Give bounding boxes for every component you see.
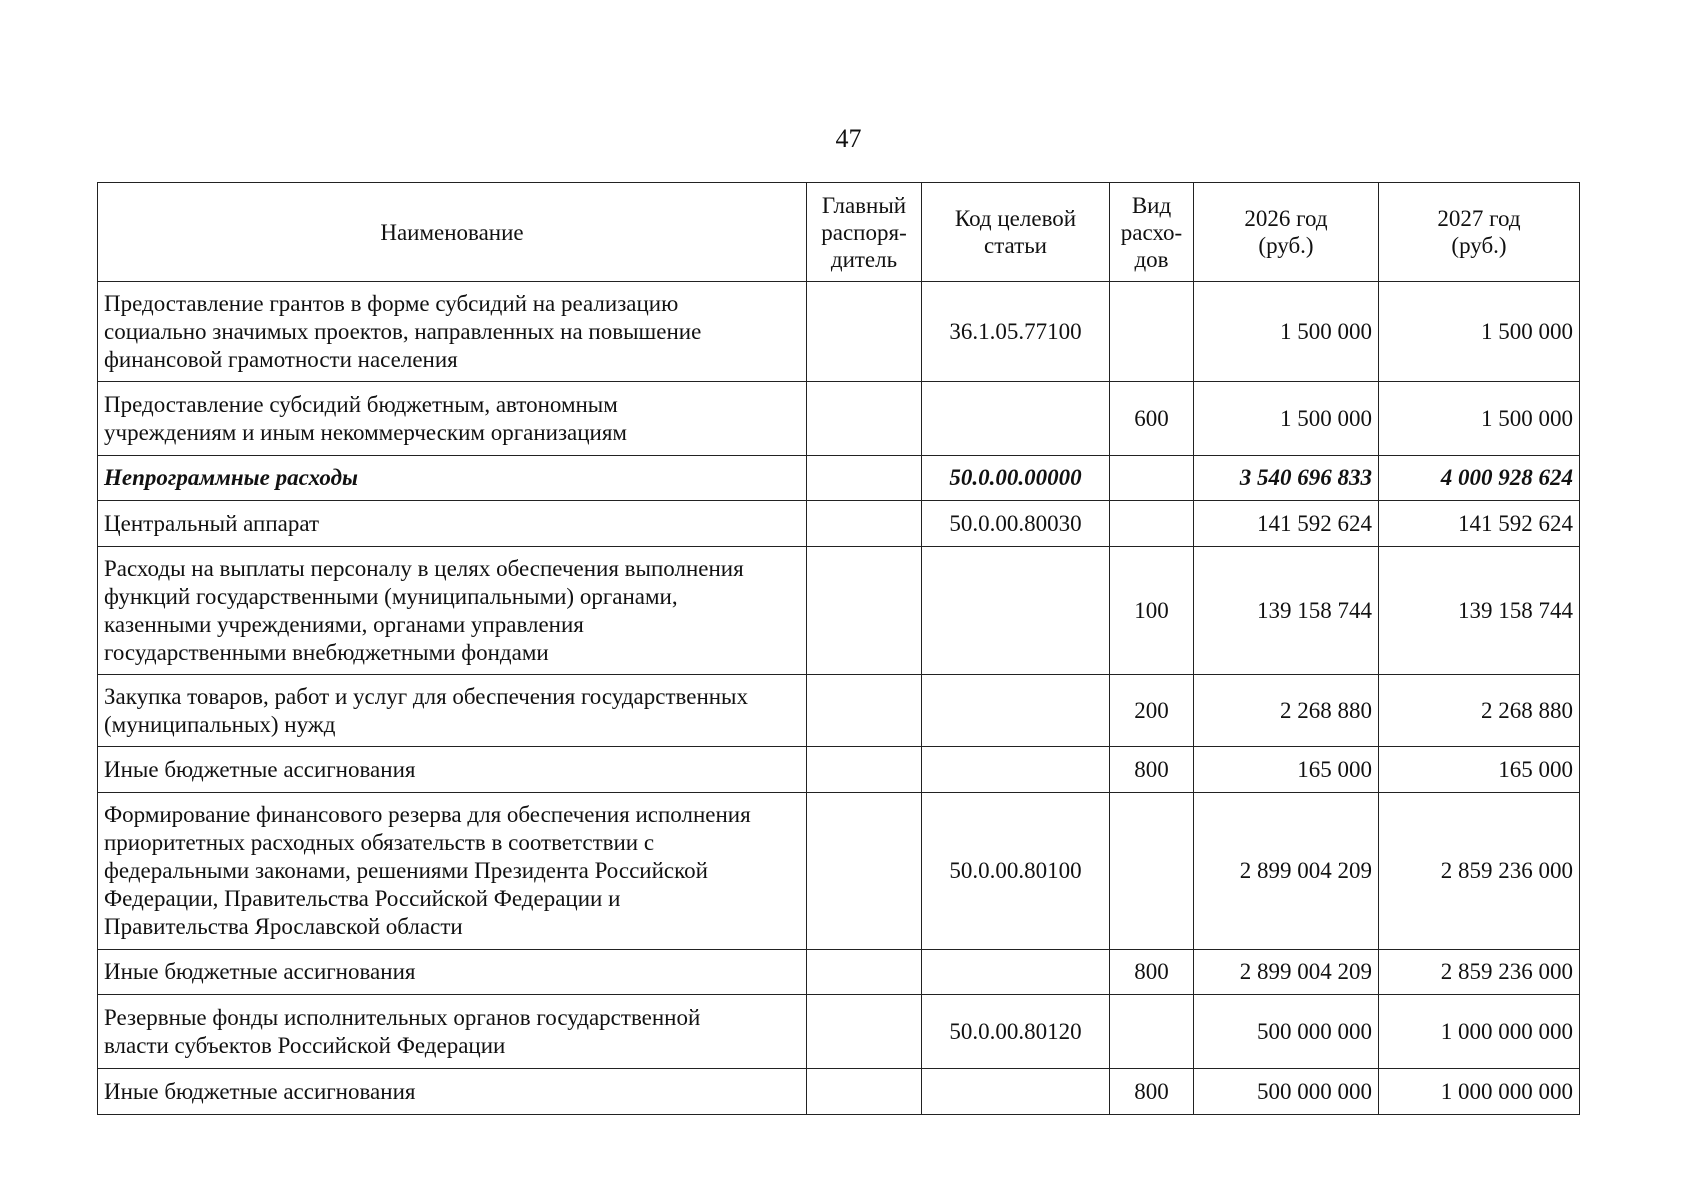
- row-2027: 1 500 000: [1379, 382, 1580, 456]
- row-type: 800: [1110, 747, 1194, 793]
- row-type: 800: [1110, 1069, 1194, 1115]
- row-name: Иные бюджетные ассигнования: [98, 950, 807, 995]
- row-manager: [807, 382, 922, 456]
- table-row: [98, 950, 1580, 995]
- row-type: 600: [1110, 382, 1194, 456]
- row-type: [1110, 501, 1194, 547]
- page-number: 47: [835, 124, 862, 153]
- row-name: Иные бюджетные ассигнования: [98, 1069, 807, 1115]
- row-name: Иные бюджетные ассигнования: [98, 747, 807, 793]
- row-manager: [807, 675, 922, 747]
- row-type: [1110, 793, 1194, 950]
- table-row: [98, 501, 1580, 547]
- row-code: [922, 382, 1110, 456]
- row-name: Центральный аппарат: [98, 501, 807, 547]
- row-manager: [807, 1069, 922, 1115]
- row-name: Непрограммные расходы: [98, 456, 807, 501]
- row-name: Резервные фонды исполнительных органов государственной власти субъектов Российской Федерации: [98, 995, 807, 1069]
- table-row: [98, 547, 1580, 675]
- row-2026: 141 592 624: [1194, 501, 1379, 547]
- table-row-section: [98, 456, 1580, 501]
- row-code: [922, 547, 1110, 675]
- row-code: 50.0.00.00000: [922, 456, 1110, 501]
- row-code: 50.0.00.80120: [922, 995, 1110, 1069]
- header-manager: Главный распоря- дитель: [807, 183, 922, 282]
- row-code: 50.0.00.80030: [922, 501, 1110, 547]
- row-manager: [807, 547, 922, 675]
- row-2027: 1 500 000: [1379, 282, 1580, 382]
- budget-table: [97, 182, 1580, 1115]
- row-2027: 4 000 928 624: [1379, 456, 1580, 501]
- row-code: [922, 1069, 1110, 1115]
- row-manager: [807, 747, 922, 793]
- row-2027: 2 859 236 000: [1379, 950, 1580, 995]
- table-row: [98, 282, 1580, 382]
- table-row: [98, 675, 1580, 747]
- row-2026: 1 500 000: [1194, 282, 1379, 382]
- row-type: 100: [1110, 547, 1194, 675]
- table-row: [98, 1069, 1580, 1115]
- row-2026: 500 000 000: [1194, 995, 1379, 1069]
- row-2026: 165 000: [1194, 747, 1379, 793]
- row-2026: 2 899 004 209: [1194, 950, 1379, 995]
- row-2026: 139 158 744: [1194, 547, 1379, 675]
- table-row: [98, 995, 1580, 1069]
- row-type: [1110, 282, 1194, 382]
- row-type: [1110, 995, 1194, 1069]
- row-2027: 2 859 236 000: [1379, 793, 1580, 950]
- row-manager: [807, 456, 922, 501]
- row-2026: 2 899 004 209: [1194, 793, 1379, 950]
- row-manager: [807, 793, 922, 950]
- row-name: Закупка товаров, работ и услуг для обеспечения государственных (муниципальных) нужд: [98, 675, 807, 747]
- row-manager: [807, 501, 922, 547]
- table-row: [98, 382, 1580, 456]
- row-type: 800: [1110, 950, 1194, 995]
- row-code: 36.1.05.77100: [922, 282, 1110, 382]
- row-2026: 2 268 880: [1194, 675, 1379, 747]
- row-2027: 139 158 744: [1379, 547, 1580, 675]
- row-code: [922, 675, 1110, 747]
- table-header-row: [98, 183, 1580, 282]
- header-type: Вид расхо- дов: [1110, 183, 1194, 282]
- row-manager: [807, 282, 922, 382]
- row-name: Предоставление грантов в форме субсидий на реализацию социально значимых проектов, направленных на повышение финансовой грамотности населения: [98, 282, 807, 382]
- row-2027: 1 000 000 000: [1379, 995, 1580, 1069]
- row-code: [922, 950, 1110, 995]
- header-2026: 2026 год (руб.): [1194, 183, 1379, 282]
- header-code: Код целевой статьи: [922, 183, 1110, 282]
- row-2027: 1 000 000 000: [1379, 1069, 1580, 1115]
- row-manager: [807, 995, 922, 1069]
- row-name: Расходы на выплаты персоналу в целях обеспечения выполнения функций государственными (муниципальными) органами, казенными учреждениями, органами управления государственными внебюджетными фондами: [98, 547, 807, 675]
- table-row: [98, 793, 1580, 950]
- row-type: 200: [1110, 675, 1194, 747]
- row-2026: 500 000 000: [1194, 1069, 1379, 1115]
- row-2026: 3 540 696 833: [1194, 456, 1379, 501]
- header-2027: 2027 год (руб.): [1379, 183, 1580, 282]
- row-2027: 2 268 880: [1379, 675, 1580, 747]
- row-name: Формирование финансового резерва для обеспечения исполнения приоритетных расходных обязательств в соответствии с федеральными законами, решениями Президента Российской Федерации, Правительства Российской Федерации и Правительства Ярославской области: [98, 793, 807, 950]
- row-2027: 165 000: [1379, 747, 1580, 793]
- row-name: Предоставление субсидий бюджетным, автономным учреждениям и иным некоммерческим организациям: [98, 382, 807, 456]
- header-name: Наименование: [98, 183, 807, 282]
- table-row: [98, 747, 1580, 793]
- row-code: 50.0.00.80100: [922, 793, 1110, 950]
- row-code: [922, 747, 1110, 793]
- row-2027: 141 592 624: [1379, 501, 1580, 547]
- row-manager: [807, 950, 922, 995]
- row-type: [1110, 456, 1194, 501]
- row-2026: 1 500 000: [1194, 382, 1379, 456]
